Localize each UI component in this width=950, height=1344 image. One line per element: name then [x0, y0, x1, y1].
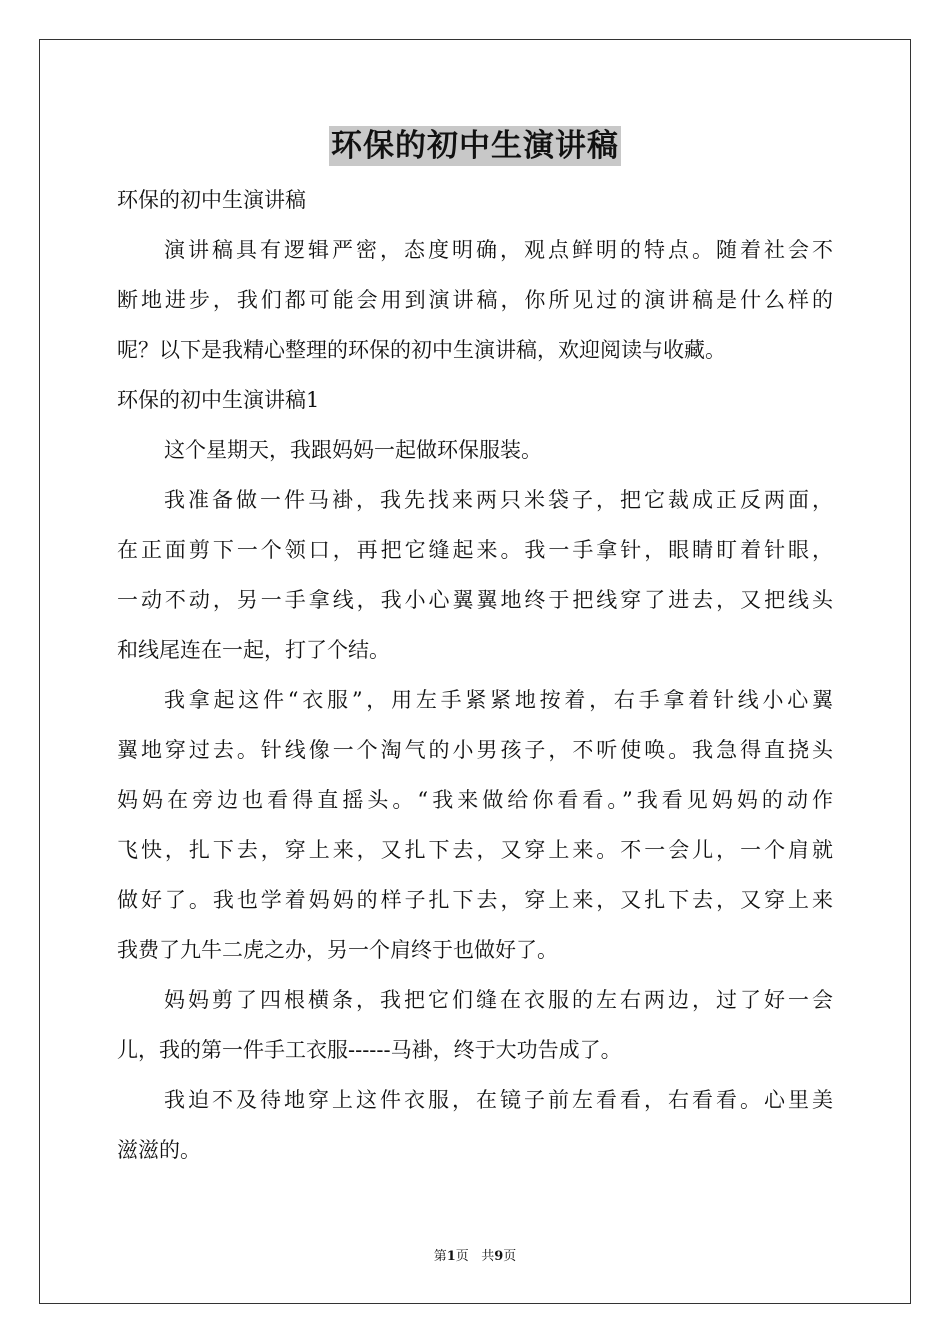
paragraph-line: 妈妈在旁边也看得直摇头。“我来做给你看看。”我看见妈妈的动作 [117, 788, 833, 812]
total-page-count: 9 [494, 1249, 504, 1264]
total-pages-prefix: 共 [481, 1249, 495, 1264]
page-number-suffix: 页 [455, 1249, 469, 1264]
paragraph-line: 翼地穿过去。针线像一个淘气的小男孩子，不听使唤。我急得直挠头 [117, 738, 833, 762]
paragraph-line: 滋滋的。 [117, 1138, 201, 1162]
paragraph-line: 这个星期天，我跟妈妈一起做环保服装。 [164, 438, 542, 462]
paragraph-line: 断地进步，我们都可能会用到演讲稿，你所见过的演讲稿是什么样的 [117, 288, 833, 312]
section-heading: 环保的初中生演讲稿1 [117, 388, 320, 412]
paragraph-line: 和线尾连在一起，打了个结。 [117, 638, 390, 662]
document-title: 环保的初中生演讲稿 [331, 128, 619, 164]
page-footer [0, 1249, 950, 1265]
document-body [117, 175, 833, 1175]
subtitle-line: 环保的初中生演讲稿 [117, 188, 306, 212]
page-number-prefix: 第 [433, 1249, 447, 1264]
paragraph-line: 我费了九牛二虎之办，另一个肩终于也做好了。 [117, 938, 558, 962]
paragraph-line: 我准备做一件马褂，我先找来两只米袋子，把它裁成正反两面， [164, 488, 833, 512]
paragraph-line: 妈妈剪了四根横条，我把它们缝在衣服的左右两边，过了好一会 [164, 988, 833, 1012]
paragraph-line: 我迫不及待地穿上这件衣服，在镜子前左看看，右看看。心里美 [164, 1088, 833, 1112]
paragraph-line: 演讲稿具有逻辑严密，态度明确，观点鲜明的特点。随着社会不 [164, 238, 833, 262]
paragraph-line: 呢？以下是我精心整理的环保的初中生演讲稿，欢迎阅读与收藏。 [117, 338, 726, 362]
paragraph-line: 儿，我的第一件手工衣服------马褂，终于大功告成了。 [117, 1038, 622, 1062]
paragraph-line: 一动不动，另一手拿线，我小心翼翼地终于把线穿了进去，又把线头 [117, 588, 833, 612]
total-pages-suffix: 页 [503, 1249, 517, 1264]
paragraph-line: 在正面剪下一个领口，再把它缝起来。我一手拿针，眼睛盯着针眼， [117, 538, 833, 562]
title-container [0, 126, 950, 166]
paragraph-line: 飞快，扎下去，穿上来，又扎下去，又穿上来。不一会儿，一个肩就 [117, 838, 833, 862]
paragraph-line: 做好了。我也学着妈妈的样子扎下去，穿上来，又扎下去，又穿上来 [117, 888, 833, 912]
current-page-number: 1 [446, 1249, 456, 1264]
paragraph-line: 我拿起这件“衣服”，用左手紧紧地按着，右手拿着针线小心翼 [164, 688, 833, 712]
